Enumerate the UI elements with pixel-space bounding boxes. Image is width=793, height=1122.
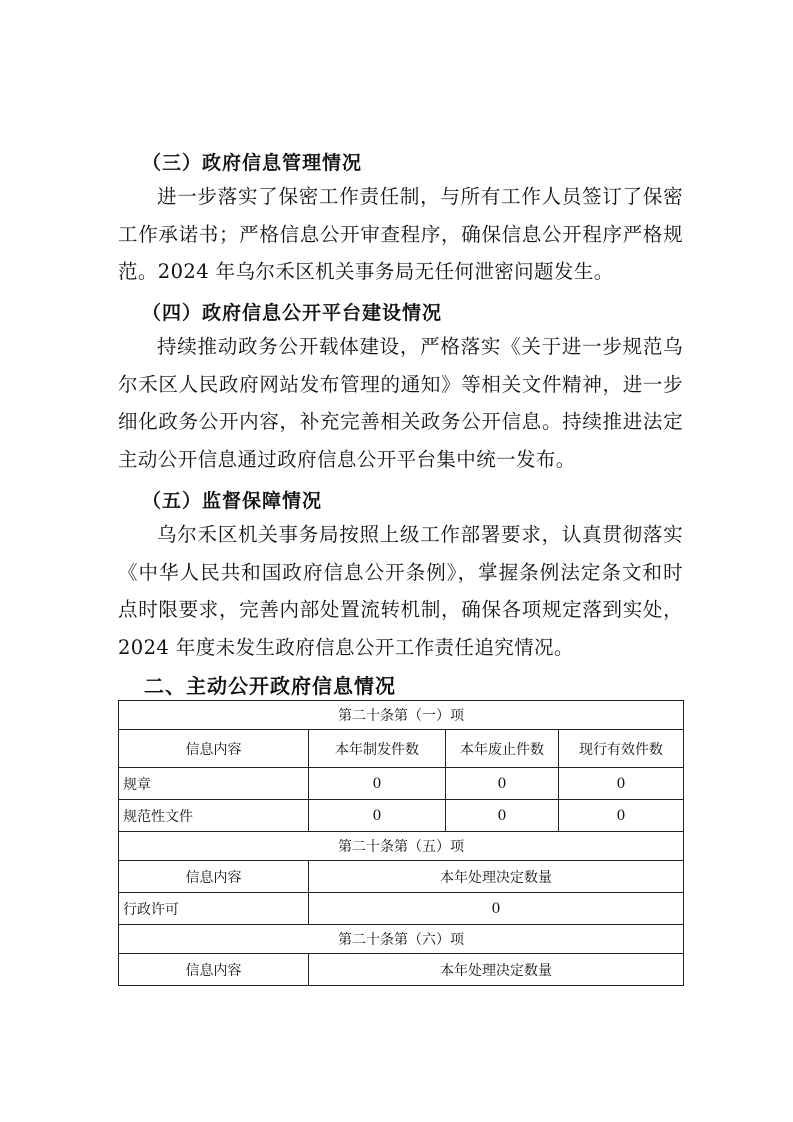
table-section-title: 第二十条第（五）项: [119, 832, 684, 861]
column-header: 信息内容: [119, 861, 309, 893]
column-header: 信息内容: [119, 730, 309, 768]
table-row: [119, 893, 684, 925]
cell-value: 0: [446, 768, 559, 800]
section-3-body: [118, 178, 683, 291]
section-3-paragraph: 进一步落实了保密工作责任制，与所有工作人员签订了保密工作承诺书；严格信息公开审查程序，确保信息公开程序严格规范。2024 年乌尔禾区机关事务局无任何泄密问题发生。: [118, 185, 683, 283]
table-row: [119, 768, 684, 800]
row-label: 规章: [119, 768, 309, 800]
section-5-paragraph: 乌尔禾区机关事务局按照上级工作部署要求，认真贯彻落实《中华人民共和国政府信息公开条例》，掌握条例法定条文和时点时限要求，完善内部处置流转机制，确保各项规定落到实处，2024 年度未发生政府信息公开工作责任追究情况。: [118, 523, 683, 659]
section-5-body: [118, 516, 683, 666]
column-header: 本年制发件数: [309, 730, 446, 768]
row-label: 规范性文件: [119, 800, 309, 832]
part-2-heading: 二、主动公开政府信息情况: [144, 674, 396, 698]
cell-value: 0: [446, 800, 559, 832]
column-header: 现行有效件数: [559, 730, 684, 768]
section-5-heading: （五）监督保障情况: [142, 490, 323, 512]
cell-value: 0: [309, 893, 684, 925]
section-3-heading: （三）政府信息管理情况: [142, 152, 363, 174]
section-4-paragraph: 持续推动政务公开载体建设，严格落实《关于进一步规范乌尔禾区人民政府网站发布管理的通知》等相关文件精神，进一步细化政务公开内容，补充完善相关政务公开信息。持续推进法定主动公开信息通过政府信息公开平台集中统一发布。: [118, 335, 683, 471]
table-section-title: 第二十条第（六）项: [119, 925, 684, 954]
section-4-heading: （四）政府信息公开平台建设情况: [142, 302, 443, 324]
column-header: 本年处理决定数量: [309, 861, 684, 893]
section-4-body: [118, 328, 683, 478]
column-header: 信息内容: [119, 954, 309, 986]
cell-value: 0: [559, 800, 684, 832]
cell-value: 0: [559, 768, 684, 800]
disclosure-table: [118, 700, 684, 986]
table-row: [119, 800, 684, 832]
cell-value: 0: [309, 768, 446, 800]
table-section-title: 第二十条第（一）项: [119, 701, 684, 730]
row-label: 行政许可: [119, 893, 309, 925]
column-header: 本年废止件数: [446, 730, 559, 768]
column-header: 本年处理决定数量: [309, 954, 684, 986]
cell-value: 0: [309, 800, 446, 832]
